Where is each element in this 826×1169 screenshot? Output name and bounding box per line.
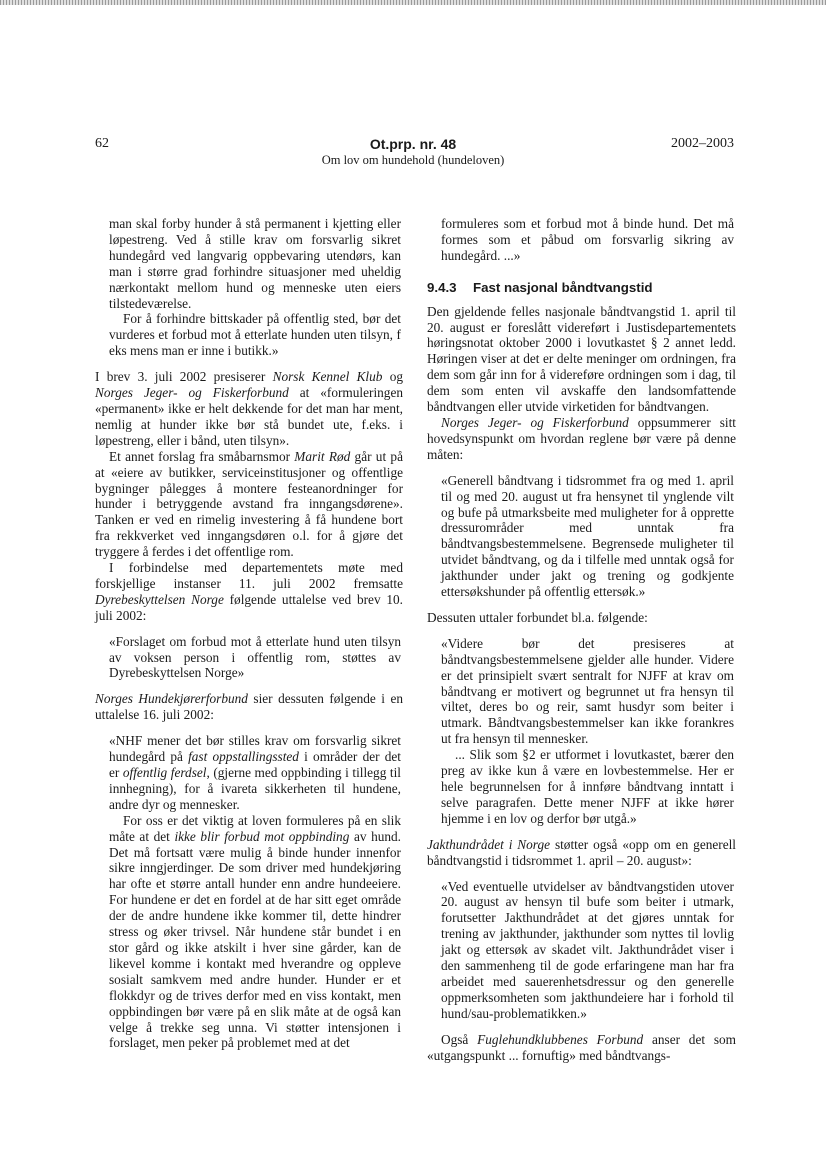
block-quote: «Videre bør det presiseres at båndtvangsbestemmelsene gjelder alle hunder. Videre er det prinsipielt svært sentralt for NJFF at krav om båndtvang er motivert og begrunnet ut fra hensyn til viltet, deres bo og reir, samt husdyr som beiter i utmark. Båndtvangsbestemmelser kan ikke forankres ut fra hensyn til mennesker. (441, 635, 734, 747)
body-paragraph: Også Fuglehundklubbenes Forbund anser det som «utgangspunkt ... fornuftig» med båndtvangs- (427, 1031, 736, 1063)
body-paragraph: Dessuten uttaler forbundet bl.a. følgende: (427, 609, 648, 625)
block-quote: «NHF mener det bør stilles krav om forsvarlig sikret hundegård på fast oppstallingssted i områder der det er offentlig ferdsel, (gjerne med oppbinding i tillegg til innhegning), for å ivareta sikkerheten til hundene, andre dyr og mennesker. (109, 733, 401, 812)
block-quote: formuleres som et forbud mot å binde hund. Det må formes som et påbud om forsvarlig sikring av hundegård. ...» (441, 216, 734, 263)
document-subtitle: Om lov om hundehold (hundeloven) (321, 153, 505, 167)
block-quote: «Generell båndtvang i tidsrommet fra og med 1. april til og med 20. august ut fra hensynet til ynglende vilt og bufe på utmarksbeite med muligheter for å opprette dressurområder med unntak fra båndtvangsbestemmelsene. Begrensede muligheter til utvidet båndtvang, og da i tilfelle med unntak også for jakthunder under jakt og trening og godkjente ettersøkshunder på offentlig ettersøk.» (441, 472, 734, 600)
body-paragraph: Jakthundrådet i Norge støtter også «opp om en generell båndtvangstid i tidsrommet 1. april – 20. august»: (427, 836, 736, 868)
scan-edge (0, 0, 826, 5)
left-column (95, 216, 403, 1051)
body-paragraph: I forbindelse med departementets møte med forskjellige instanser 11. juli 2002 fremsatte Dyrebeskyttelsen Norge følgende uttalelse ved brev 10. juli 2002: (95, 560, 403, 623)
block-quote: For oss er det viktig at loven formuleres på en slik måte at det ikke blir forbud mot oppbinding av hund. Det må fortsatt være mulig å binde hunder innenfor sikre inngjerdinger. De som driver med hundekjøring har ofte et større antall hunder enn andre hundeeiere. For hundene er det en fordel at de har sitt eget område der de andre hundene ikke kommer til, dette hindrer stress og øker trivsel. Når hundene står bundet i en stor gård og ikke atskilt i hver sine gårder, kan de likevel komme i kontakt med hverandre og oppleve sosialt samkvem med andre hunder. Hunder er et flokkdyr og de trives derfor med en viss kontakt, men oppbindingen bør være på en slik måte at de også kan velge å trekke seg unna. Vi støtter intensjonen i forslaget, men peker på problemet med at det (109, 812, 401, 1051)
page-number: 62 (95, 136, 109, 151)
section-heading: 9.4.3 Fast nasjonal båndtvangstid (427, 279, 653, 295)
block-quote: ... Slik som §2 er utformet i lovutkastet, bærer den preg av ikke kun å være en lovbestemmelse. Her er hele begrunnelsen for å innføre båndtvang inntatt i selve paragrafen. Dette mener NJFF at ikke hører hjemme i en lov og derfor bør utgå.» (441, 747, 734, 826)
quote-paragraph: For å forhindre bittskader på offentlig sted, bør det vurderes et forbud mot å etterlate hunden uten tilsyn, f eks mens man er inne i butikk.» (109, 311, 401, 359)
body-paragraph: I brev 3. juli 2002 presiserer Norsk Kennel Klub og Norges Jeger- og Fiskerforbund at «formuleringen «permanent» ikke er helt dekkende for det man har ment, nemlig at hunder ikke bør stå bundet ute, f.eks. i løpestreng, eller i bånd, uten tilsyn». (95, 369, 403, 448)
block-quote: «Forslaget om forbud mot å etterlate hund uten tilsyn av voksen person i offentlig rom, støttes av Dyrebeskyttelsen Norge» (109, 633, 401, 681)
body-paragraph: Den gjeldende felles nasjonale båndtvangstid 1. april til 20. august er foreslått videreført i Justisdepartementets høringsnotat oktober 2000 i lovutkastet § 2 annet ledd. Høringen viser at det er delte meninger om ordningen, fra dem som går inn for å videreføre ordningen som i dag, til dem som enten vil avskaffe den landsomfattende båndtvangen eller utvide virketiden for båndtvangen. (427, 303, 736, 415)
quote-continuation: man skal forby hunder å stå permanent i kjetting eller løpestreng. Ved å stille krav om forsvarlig sikret hundegård ved langvarig oppbevaring utendørs, kan man i større grad forhindre situasjoner med uheldig nærkontakt mellom hund og menneske uten eiers tilstedeværelse. (109, 216, 401, 311)
body-paragraph: Norges Hundekjørerforbund sier dessuten følgende i en uttalelse 16. juli 2002: (95, 691, 403, 723)
body-paragraph: Et annet forslag fra småbarnsmor Marit Rød går ut på at «eiere av butikker, serviceinstitusjoner og offentlige bygninger pålegges å montere festeanordninger for hunder i betryggende avstand fra inngangsdørene». Tanken er ved en rimelig investering å få hundene bort fra rekkverket ved inngangsdøren o.l. for å gjøre det tryggere å ferdes i det offentlige rom. (95, 448, 403, 560)
session-label: 2002–2003 (671, 136, 734, 151)
document-title: Ot.prp. nr. 48 (369, 136, 457, 152)
right-column (427, 216, 736, 1064)
block-quote: «Ved eventuelle utvidelser av båndtvangstiden utover 20. august av hensyn til bufe som beiter i utmark, forutsetter Jakthundrådet at det gjøres unntak for trening av jakthunder, jakthunder som nyttes til lovlig jakt og ettersøk av skadet vilt. Jakthundrådet viser i den sammenheng til de gode erfaringene man har fra arbeidet med sauerenhetsdressur og den generelle oppmerksomheten som jakthundeiere har i forhold til hund/sau-problematikken.» (441, 878, 734, 1021)
body-paragraph: Norges Jeger- og Fiskerforbund oppsummerer sitt hovedsynspunkt om hvordan reglene bør være på denne måten: (427, 414, 736, 462)
